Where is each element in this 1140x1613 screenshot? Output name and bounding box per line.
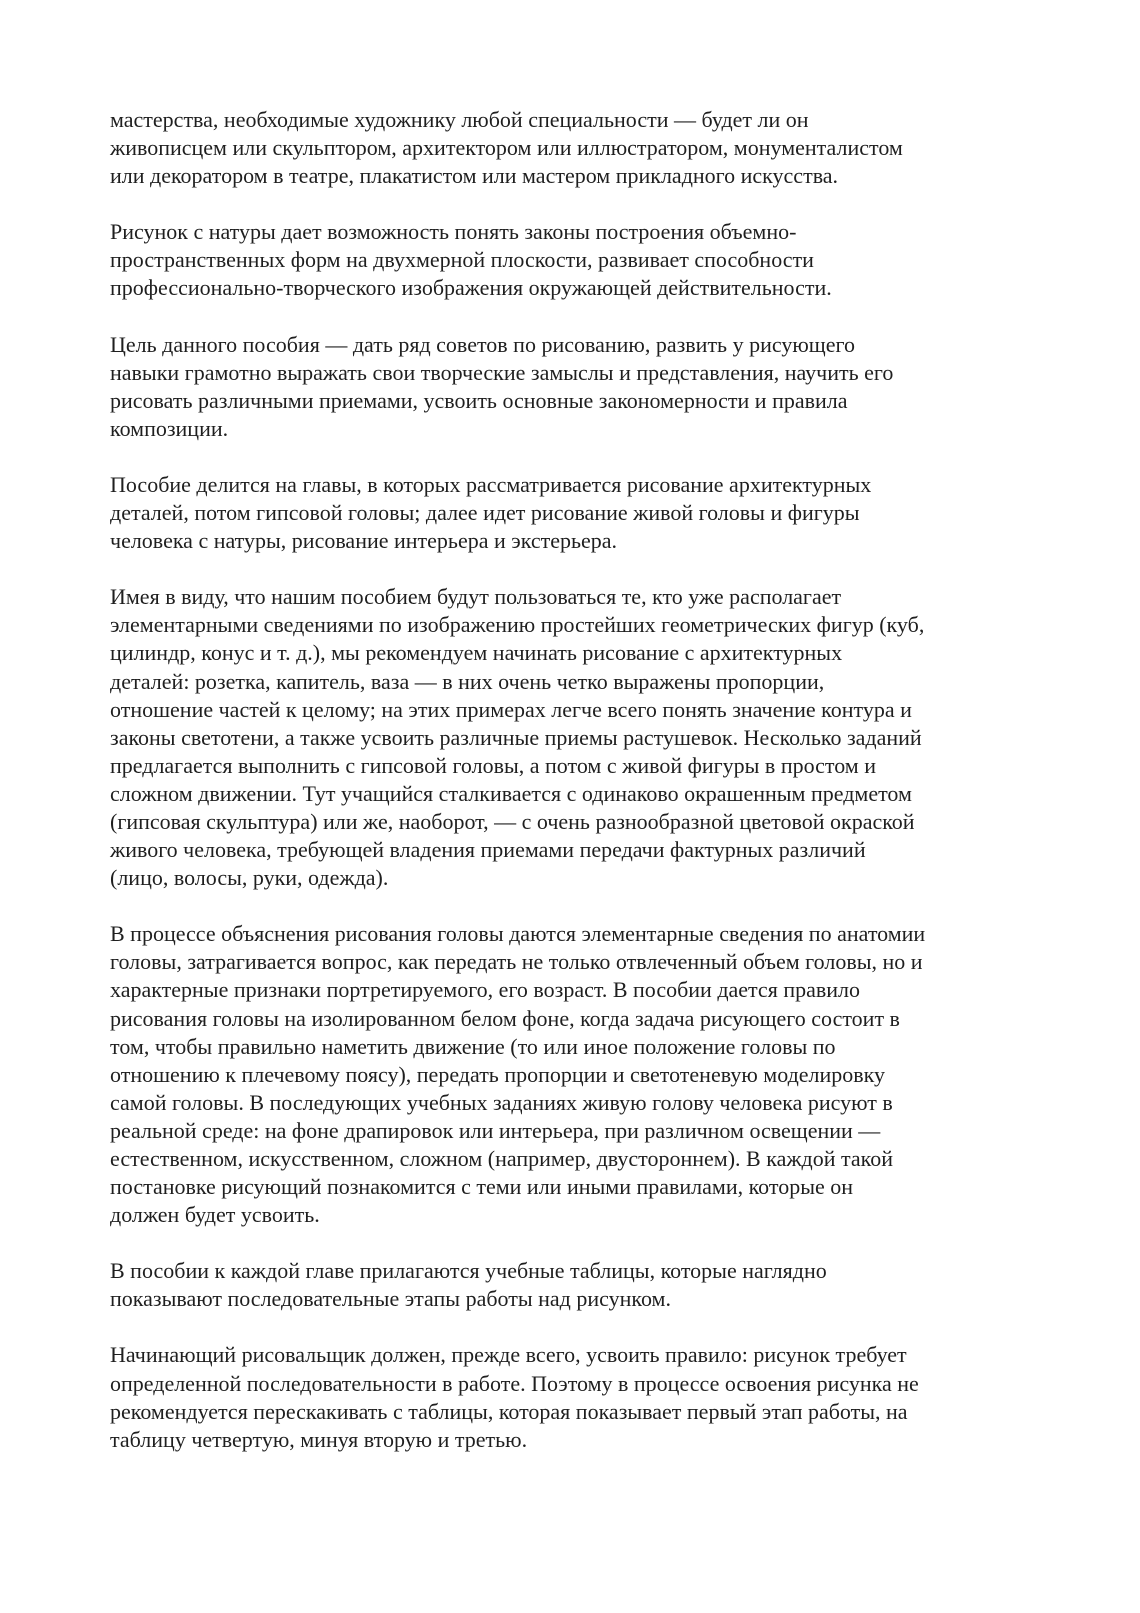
document-page <box>110 106 1050 1454</box>
paragraph-2: Рисунок с натуры дает возможность понять законы построения объемно- пространственных форм на двухмерной плоскости, развивает способности профессионально-творческого изображения окружающей действительности. <box>110 219 832 301</box>
paragraph-4: Пособие делится на главы, в которых рассматривается рисование архитектурных деталей, потом гипсовой головы; далее идет рисование живой головы и фигуры человека с натуры, рисование интерьера и экстерьера. <box>110 471 872 554</box>
paragraph-6: В процессе объяснения рисования головы даются элементарные сведения по анатомии головы, затрагивается вопрос, как передать не только отвлеченный объем головы, но и характерные признаки портретируемого, его возраст. В пособии дается правило рисования головы на изолированном белом фоне, когда задача рисующего состоит в том, чтобы правильно наметить движение (то или иное положение головы по отношению к плечевому поясу), передать пропорции и светотеневую моделировку самой головы. В последующих учебных заданиях живую голову человека рисуют в реальной среде: на фоне драпировок или интерьера, при различном освещении — естественном, искусственном, сложном (например, двустороннем). В каждой такой постановке рисующий познакомится с теми или иными правилами, которые он должен будет усвоить. <box>110 921 926 1228</box>
paragraph-7: В пособии к каждой главе прилагаются учебные таблицы, которые наглядно показывают последовательные этапы работы над рисунком. <box>110 1258 827 1312</box>
paragraph-8: Начинающий рисовальщик должен, прежде всего, усвоить правило: рисунок требует определенной последовательности в работе. Поэтому в процессе освоения рисунка не рекомендуется перескакивать с таблицы, которая показывает первый этап работы, на таблицу четвертую, минуя вторую и третью. <box>110 1342 919 1452</box>
paragraph-5: Имея в виду, что нашим пособием будут пользоваться те, кто уже располагает элементарными сведениями по изображению простейших геометрических фигур (куб, цилиндр, конус и т. д.), мы рекомендуем начинать рисование с архитектурных деталей: розетка, капитель, ваза — в них очень четко выражены пропорции, отношение частей к целому; на этих примерах легче всего понять значение контура и законы светотени, а также усвоить различные приемы растушевок. Несколько заданий предлагается выполнить с гипсовой головы, а потом с живой фигуры в простом и сложном движении. Тут учащийся сталкивается с одинаково окрашенным предметом (гипсовая скульптура) или же, наоборот, — с очень разнообразной цветовой окраской живого человека, требующей владения приемами передачи фактурных различий (лицо, волосы, руки, одежда). <box>110 584 925 891</box>
paragraph-3: Цель данного пособия — дать ряд советов по рисованию, развить у рисующего навыки грамотно выражать свои творческие замыслы и представления, научить его рисовать различными приемами, усвоить основные закономерности и правила композиции. <box>110 331 894 441</box>
paragraph-1: мастерства, необходимые художнику любой специальности — будет ли он живописцем или скульптором, архитектором или иллюстратором, монументалистом или декоратором в театре, плакатистом или мастером прикладного искусства. <box>110 107 903 189</box>
